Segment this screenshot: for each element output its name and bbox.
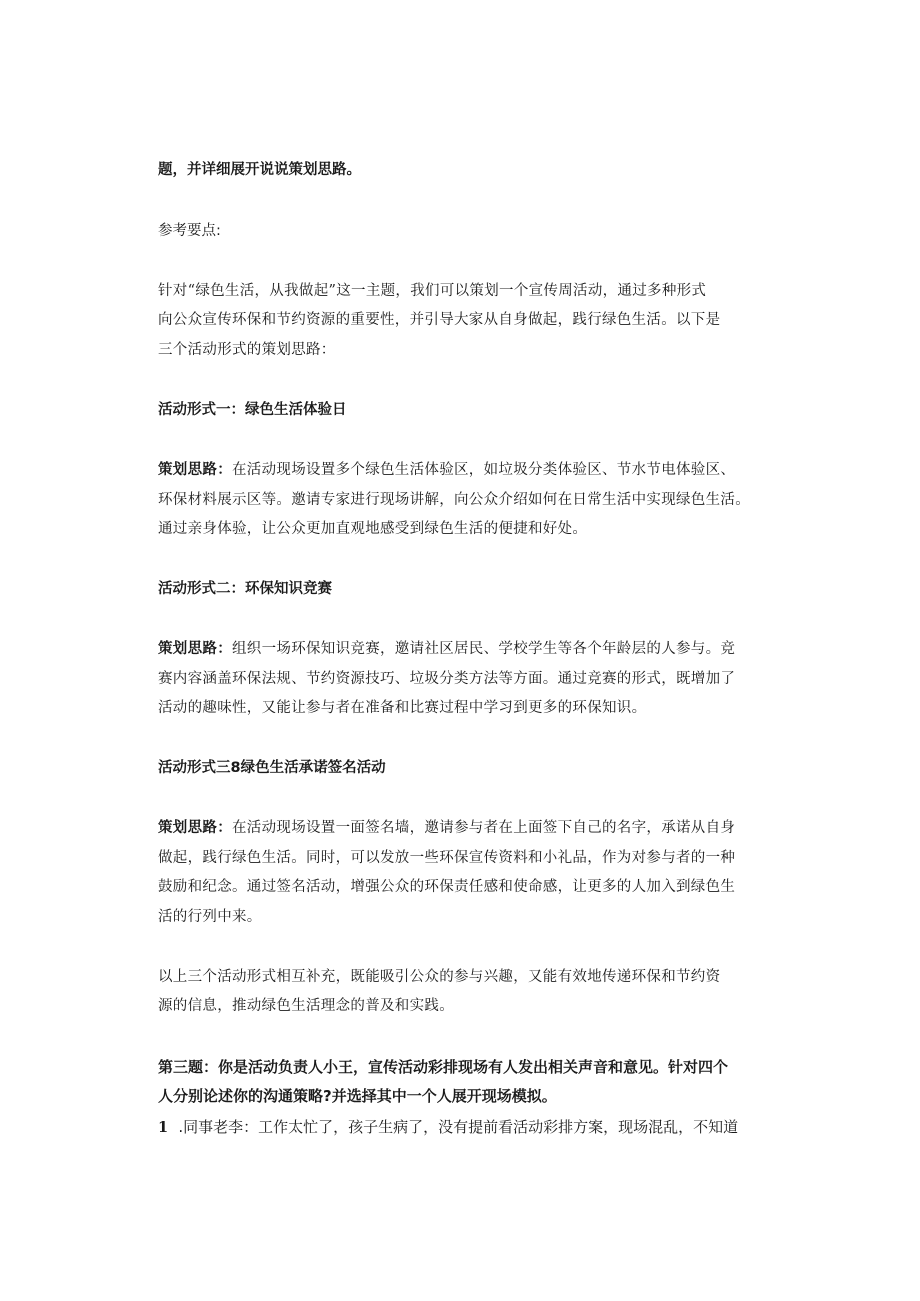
conclusion-line-2: 源的信息，推动绿色生活理念的普及和实践。 [158,998,454,1014]
activity-2-text-1: 组织一场环保知识竞赛，邀请社区居民、学校学生等各个年龄层的人参与。竞 [232,641,736,657]
reference-heading: 参考要点: [158,223,221,239]
activity-3-label: 策划思路： [158,820,232,836]
activity-2-label: 策划思路： [158,641,232,657]
activity-3-line-4: 活的行列中来。 [158,909,262,925]
question-3-line-1: 第三题：你是活动负责人小王，宣传活动彩排现场有人发出相关声音和意见。针对四个 [158,1058,729,1076]
activity-1-label: 策划思路： [158,462,232,478]
conclusion-line-1: 以上三个活动形式相互补充，既能吸引公众的参与兴趣，又能有效地传递环保和节约资 [158,969,721,985]
activity-3-text-1: 在活动现场设置一面签名墙，邀请参与者在上面签下自己的名字，承诺从自身 [232,820,736,836]
activity-1-title: 活动形式一：绿色生活体验日 [158,402,347,418]
question-intro-tail: 题，并详细展开说说策划思路。 [158,162,361,178]
activity-3-line-3: 鼓励和纪念。通过签名活动，增强公众的环保责任感和使命感，让更多的人加入到绿色生 [158,879,736,895]
activity-2-title: 活动形式二：环保知识竞赛 [158,581,332,597]
activity-3-title: 活动形式三8绿色生活承诺签名活动 [158,760,386,776]
intro-paragraph-line-2: 向公众宣传环保和节约资源的重要性，并引导大家从自身做起，践行绿色生活。以下是 [158,312,721,328]
intro-paragraph-line-1: 针对“绿色生活，从我做起”这一主题，我们可以策划一个宣传周活动，通过多种形式 [158,283,707,299]
item-1 [158,1117,738,1138]
activity-1-line-1 [158,460,735,480]
activity-1-line-2: 环保材料展示区等。邀请专家进行现场讲解，向公众介绍如何在日常生活中实现绿色生活。 [158,492,750,508]
activity-2-line-2: 赛内容涵盖环保法规、节约资源技巧、垃圾分类方法等方面。通过竞赛的形式，既增加了 [158,671,736,687]
activity-3-line-2: 做起，践行绿色生活。同时，可以发放一些环保宣传资料和小礼品，作为对参与者的一种 [158,850,736,866]
activity-1-text-1: 在活动现场设置多个绿色生活体验区，如垃圾分类体验区、节水节电体验区、 [232,462,736,478]
activity-1-line-3: 通过亲身体验，让公众更加直观地感受到绿色生活的便捷和好处。 [158,521,588,537]
item-1-number: 1 [158,1119,169,1136]
question-3-line-2: 人分别论述你的沟通策略?并选择其中一个人展开现场模拟。 [158,1087,557,1105]
activity-3-line-1 [158,818,735,838]
item-1-text: .同事老李：工作太忙了，孩子生病了，没有提前看活动彩排方案，现场混乱，不知道 [178,1118,739,1136]
activity-2-line-1 [158,639,735,659]
intro-paragraph-line-3: 三个活动形式的策划思路： [158,342,336,358]
activity-2-line-3: 活动的趣味性，又能让参与者在准备和比赛过程中学习到更多的环保知识。 [158,700,647,716]
